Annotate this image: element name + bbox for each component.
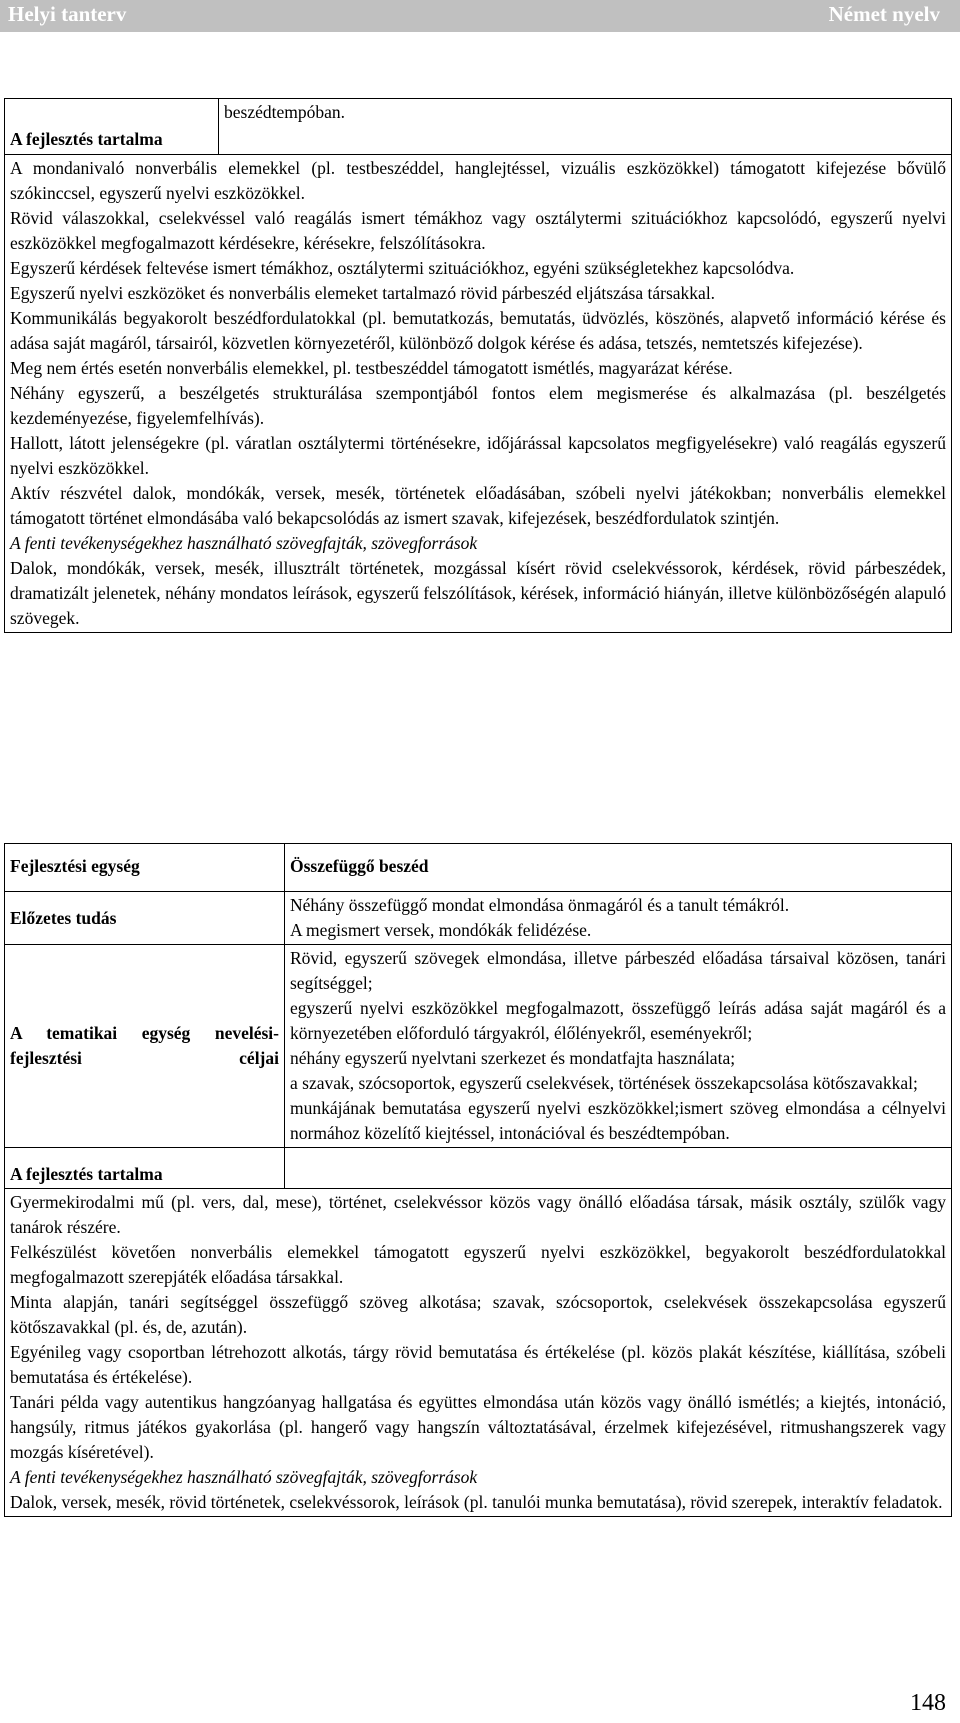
unit-value-cell: Összefüggő beszéd: [285, 844, 952, 892]
goals-line: Rövid, egyszerű szövegek elmondása, illetve párbeszéd előadása társaival közösen, tanári segítséggel;: [290, 948, 946, 993]
text-sources-heading: A fenti tevékenységekhez használható szövegfajták, szövegforrások: [10, 1467, 478, 1487]
goals-cell: [285, 945, 952, 1148]
page-header: [0, 0, 960, 32]
content-item: Aktív részvétel dalok, mondókák, versek, mesék, történetek előadásában, szóbeli nyelvi játékokban; nonverbális elemekkel támogatott történet elmondásába való bekapcsolódás az ismert szavak, kifejezések, beszédfordulatok szintjén.: [10, 483, 946, 528]
content-item: Meg nem értés esetén nonverbális elemekkel, pl. testbeszéddel támogatott ismétlés, magyarázat kérése.: [10, 358, 733, 378]
goals-line: egyszerű nyelvi eszközökkel megfogalmazott, összefüggő leírás adása saját magáról és a környezetében előforduló tárgyakról, élőlényekről, eseményekről;: [290, 998, 946, 1043]
table-row: [5, 1148, 952, 1189]
content-item: Rövid válaszokkal, cselekvéssel való reagálás ismert témákhoz vagy osztálytermi szituációkhoz kapcsolódó, egyszerű nyelvi eszközökkel megfogalmazott kérdésekre, kérésekre, felszólításokra.: [10, 208, 946, 253]
table-row: [5, 844, 952, 892]
development-content-cell: [5, 1189, 952, 1517]
content-item: Egyszerű kérdések feltevése ismert témákhoz, osztálytermi szituációkhoz, egyéni szükségletekhez kapcsolódva.: [10, 258, 795, 278]
unit-label-cell: Fejlesztési egység: [5, 844, 285, 892]
goals-label-cell: [5, 945, 285, 1148]
table-row: [5, 99, 952, 155]
table-row: [5, 945, 952, 1148]
goals-label: A tematikai egység nevelési-fejlesztési céljai: [10, 1023, 279, 1068]
continued-text-cell: [219, 99, 952, 155]
text-sources: Dalok, mondókák, versek, mesék, illusztrált történetek, mozgással kísért rövid cselekvéssorok, kérdések, rövid párbeszédek, dramatizált jelenetek, néhány mondatos leírások, egyszerű felszólítások, kérések, információ hiányán, illetve különbözőségén alapuló szövegek.: [10, 558, 946, 628]
development-content-cell: [5, 155, 952, 633]
content-item: Egyszerű nyelvi eszközöket és nonverbális elemeket tartalmazó rövid párbeszéd eljátszása társakkal.: [10, 283, 716, 303]
content-item: Gyermekirodalmi mű (pl. vers, dal, mese), történet, cselekvéssor közös vagy önálló előadása társak, másik osztály, szülők vagy tanárok részére.: [10, 1192, 946, 1237]
content-item: A mondanivaló nonverbális elemekkel (pl. testbeszéddel, hanglejtéssel, vizuális eszközökkel) támogatott kifejezése bővülő szókinccsel, egyszerű nyelvi eszközökkel.: [10, 158, 946, 203]
table-row: [5, 1189, 952, 1517]
content-item: Egyénileg vagy csoportban létrehozott alkotás, tárgy rövid bemutatása és értékelése (pl. közös plakát készítése, kiállítása, szóbeli bemutatása és értékelése).: [10, 1342, 946, 1387]
curriculum-table-connected-speech: [4, 843, 952, 1517]
content-label-cell: A fejlesztés tartalma: [5, 99, 219, 155]
text-sources-heading: A fenti tevékenységekhez használható szövegfajták, szövegforrások: [10, 533, 478, 553]
empty-cell: [285, 1148, 952, 1189]
curriculum-table-continued: [4, 98, 952, 633]
content-item: Tanári példa vagy autentikus hangzóanyag hallgatása és együttes elmondása után közös vagy önálló ismétlés; a kiejtés, intonáció, hangsúly, ritmus játékos gyakorlása (pl. hangerő vagy hangszín változtatásával, érzelmek kifejezésével, ritmushangszerek vagy mozgás kíséretével).: [10, 1392, 946, 1462]
content-item: Felkészülést követően nonverbális elemekkel támogatott egyszerű nyelvi eszközökkel, begyakorolt beszédfordulatokkal megfogalmazott szerepjáték előadása társakkal.: [10, 1242, 946, 1287]
header-subject: Német nyelv: [828, 2, 940, 26]
goals-line: néhány egyszerű nyelvtani szerkezet és mondatfajta használata;: [290, 1048, 736, 1068]
table-row: [5, 892, 952, 945]
table-row: [5, 155, 952, 633]
goals-line: munkájának bemutatása egyszerű nyelvi eszközökkel;ismert szöveg elmondása a célnyelvi normához közelítő kiejtéssel, intonációval és beszédtempóban.: [290, 1098, 946, 1143]
page-number: 148: [910, 1690, 946, 1716]
content-item: Minta alapján, tanári segítséggel összefüggő szöveg alkotása; szavak, szócsoportok, cselekvések összekapcsolása egyszerű kötőszavakkal (pl. és, de, azután).: [10, 1292, 946, 1337]
prior-knowledge-cell: [285, 892, 952, 945]
text-sources: Dalok, versek, mesék, rövid történetek, cselekvéssorok, leírások (pl. tanulói munka bemutatása), rövid szerepek, interaktív feladatok.: [10, 1492, 943, 1512]
header-document-title: Helyi tanterv: [8, 2, 127, 26]
continued-text: beszédtempóban.: [224, 102, 345, 122]
goals-line: a szavak, szócsoportok, egyszerű cselekvések, történések összekapcsolása kötőszavakkal;: [290, 1073, 918, 1093]
content-item: Kommunikálás begyakorolt beszédfordulatokkal (pl. bemutatkozás, bemutatás, üdvözlés, köszönés, alapvető információ kérése és adása saját magáról, társairól, közvetlen környezetéről, különböző dolgok kérése és adása, tetszés, nemtetszés kifejezése).: [10, 308, 946, 353]
prior-knowledge-label-cell: Előzetes tudás: [5, 892, 285, 945]
content-item: Hallott, látott jelenségekre (pl. váratlan osztálytermi történésekre, időjárással kapcsolatos megfigyelésekre) való reagálás egyszerű nyelvi eszközökkel.: [10, 433, 946, 478]
content-item: Néhány egyszerű, a beszélgetés strukturálása szempontjából fontos elem megismerése és alkalmazása (pl. beszélgetés kezdeményezése, figyelemfelhívás).: [10, 383, 946, 428]
content-label-cell: A fejlesztés tartalma: [5, 1148, 285, 1189]
prior-knowledge-line: Néhány összefüggő mondat elmondása önmagáról és a tanult témákról.: [290, 895, 790, 915]
prior-knowledge-line: A megismert versek, mondókák felidézése.: [290, 920, 592, 940]
